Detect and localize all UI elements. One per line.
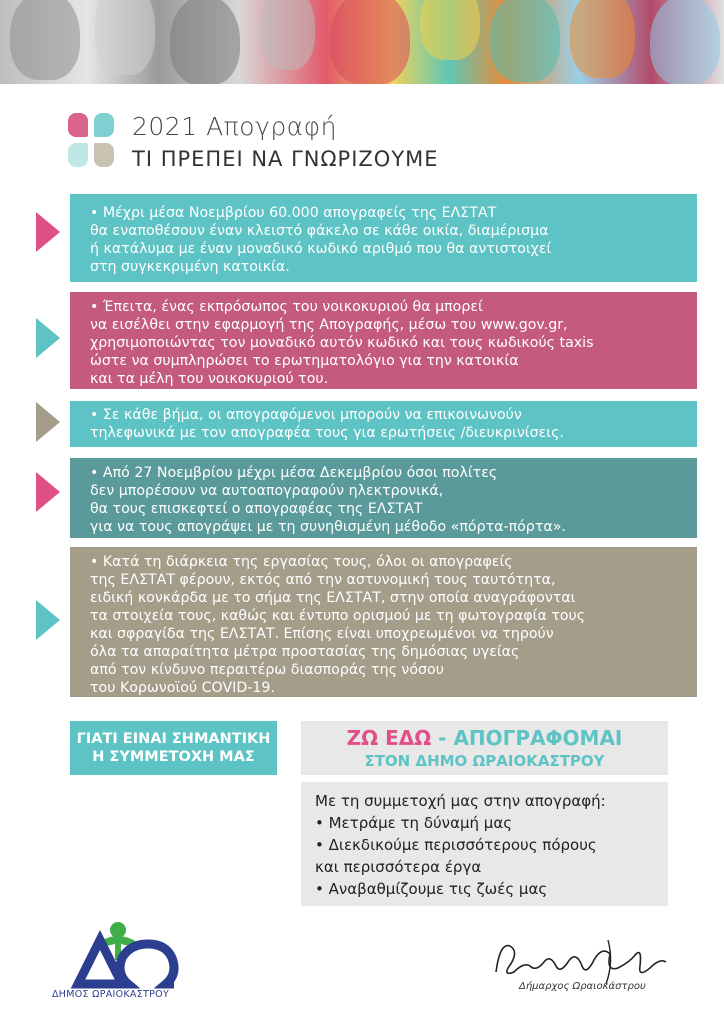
info-block-text: • Από 27 Νοεμβρίου μέχρι μέσα Δεκεμβρίου όσοι πολίτες δεν μπορέσουν να αυτοαπογραφούν ηλεκτρονικά, θα τους επισκεφτεί ο απογραφέας της ΕΛΣΤΑΤ για να τους απογράψει με τη συνηθισμένη μέθοδο «πόρτα-πόρτα».: [90, 465, 566, 535]
arrow-marker-icon: [36, 472, 60, 512]
benefits-intro: Με τη συμμετοχή μας στην απογραφή:: [315, 792, 606, 810]
slogan-part-2: - ΑΠΟΓΡΑΦΟΜΑΙ: [431, 726, 623, 750]
info-block-text: • Έπειτα, ένας εκπρόσωπος του νοικοκυριού θα μπορεί να εισέλθει στην εφαρμογή της Απογραφής, μέσω του www.gov.gr, χρησιμοποιώντας τον μοναδικό αυτόν κωδικό και τους κωδικούς taxis ώστε να συμπληρώσει το ερωτηματολόγιο για την κατοικία και τα μέλη του νοικοκυριού του.: [90, 299, 594, 387]
benefits-box: [301, 782, 668, 906]
benefit-item: • Μετράμε τη δύναμή μας: [315, 814, 513, 832]
mayor-title: Δήμαρχος Ωραιοκάστρου: [519, 981, 646, 992]
why-line-2: Η ΣΥΜΜΕΤΟΧΗ ΜΑΣ: [92, 749, 255, 765]
header-banner-image: [0, 0, 724, 84]
page-subtitle: ΤΙ ΠΡΕΠΕΙ ΝΑ ΓΝΩΡΙΖΟΥΜΕ: [132, 147, 439, 171]
slogan-box: [301, 721, 668, 775]
why-important-box: [70, 721, 277, 775]
slogan-part-1: ΖΩ ΕΔΩ: [346, 726, 432, 750]
slogan-line-2: ΣΤΟΝ ΔΗΜΟ ΩΡΑΙΟΚΑΣΤΡΟΥ: [364, 752, 605, 770]
municipality-name: ΔΗΜΟΣ ΩΡΑΙΟΚΑΣΤΡΟΥ: [52, 989, 170, 1000]
info-block: [70, 547, 697, 697]
arrow-marker-icon: [36, 402, 60, 442]
why-line-1: ΓΙΑΤΙ ΕΙΝΑΙ ΣΗΜΑΝΤΙΚΗ: [76, 731, 271, 747]
benefit-item: • Διεκδικούμε περισσότερους πόρους: [315, 836, 597, 854]
arrow-marker-icon: [36, 212, 60, 252]
info-block: [70, 401, 697, 447]
slogan-line-1: [301, 726, 668, 750]
info-block: [70, 458, 697, 538]
benefit-item: • Αναβαθμίζουμε τις ζωές μας: [315, 880, 548, 898]
info-block: [70, 292, 697, 389]
census-logo-icon: [68, 113, 120, 171]
arrow-marker-icon: [36, 318, 60, 358]
arrow-marker-icon: [36, 600, 60, 640]
info-block-text: • Μέχρι μέσα Νοεμβρίου 60.000 απογραφείς της ΕΛΣΤΑΤ θα εναποθέσουν έναν κλειστό φάκελο σε κάθε οικία, διαμέρισμα ή κατάλυμα με έναν μοναδικό κωδικό αριθμό που θα αντιστοιχεί στη συγκεκριμένη κατοικία.: [90, 205, 552, 275]
info-block-text: • Σε κάθε βήμα, οι απογραφόμενοι μπορούν να επικοινωνούν τηλεφωνικά με τον απογραφέα τους για ερωτήσεις /διευκρινίσεις.: [90, 407, 564, 441]
info-block-text: • Κατά τη διάρκεια της εργασίας τους, όλοι οι απογραφείς της ΕΛΣΤΑΤ φέρουν, εκτός από την αστυνομική τους ταυτότητα, ειδική κονκάρδα με το σήμα της ΕΛΣΤΑΤ, στην οποία αναγράφονται τα στοιχεία τους, καθώς και έντυπο ορισμού με τη φωτογραφία τους και σφραγίδα της ΕΛΣΤΑΤ. Επίσης είναι υποχρεωμένοι να τηρούν όλα τα απαραίτητα μέτρα προστασίας της δημόσιας υγείας από τον κίνδυνο περαιτέρω διασποράς της νόσου του Κορωνοϊού COVID-19.: [90, 554, 586, 696]
page-title: 2021 Απογραφή: [132, 112, 337, 141]
benefit-item: και περισσότερα έργα: [315, 858, 482, 876]
municipality-logo-icon: [56, 918, 186, 1000]
info-block: [70, 194, 697, 282]
